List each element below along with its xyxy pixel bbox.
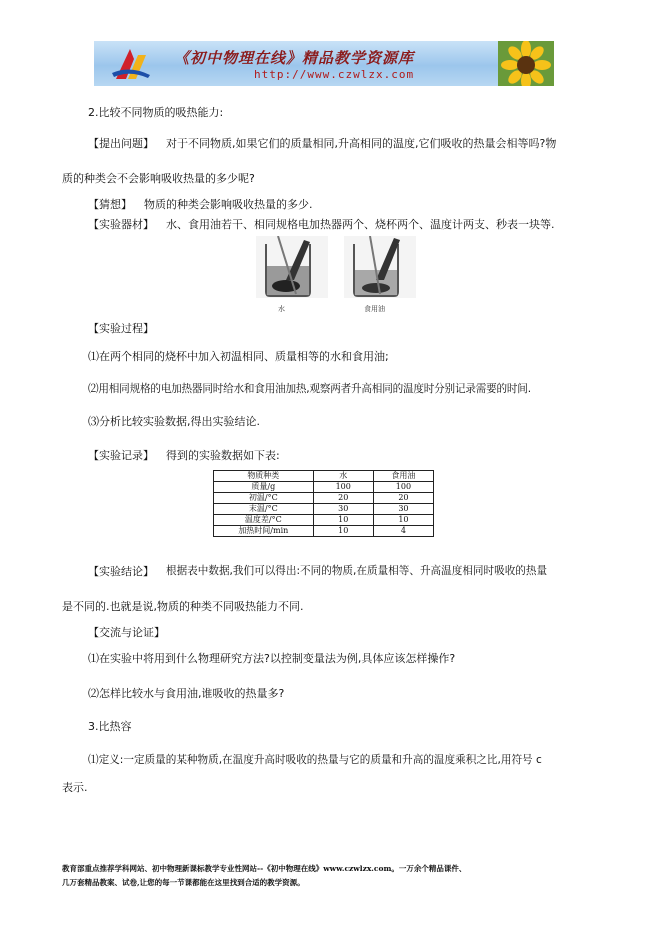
table-header-cell: 水 xyxy=(313,471,373,482)
table-cell: 20 xyxy=(373,493,433,504)
footer-line-1: 教育部重点推荐学科网站、初中物理新课标教学专业性网站--《初中物理在线》www.czwlzx.com。一万余个精品课件、 xyxy=(62,864,467,873)
oil-beaker-image xyxy=(344,236,416,298)
table-cell: 质量/g xyxy=(214,482,314,493)
footer-line-2: 几万套精品教案、试卷,让您的每一节课都能在这里找到合适的教学资源。 xyxy=(62,878,305,887)
table-cell: 10 xyxy=(313,515,373,526)
table-cell: 4 xyxy=(373,526,433,537)
definition-line2: 表示. xyxy=(62,781,88,794)
definition-line1: ⑴定义:一定质量的某种物质,在温度升高时吸收的热量与它的质量和升高的温度乘积之比,用符号 c xyxy=(88,754,542,766)
table-cell: 100 xyxy=(373,482,433,493)
section2-heading: 2.比较不同物质的吸热能力: xyxy=(88,106,224,119)
conclusion-label: 【实验结论】 xyxy=(88,565,154,578)
page-footer xyxy=(62,862,602,890)
table-cell: 20 xyxy=(313,493,373,504)
equipment-text: 水、食用油若干、相同规格电加热器两个、烧杯两个、温度计两支、秒表一块等. xyxy=(166,218,555,231)
sunflower-icon xyxy=(498,41,554,86)
record-text: 得到的实验数据如下表: xyxy=(166,449,280,462)
table-cell: 温度差/°C xyxy=(214,515,314,526)
table-cell: 初温/°C xyxy=(214,493,314,504)
data-table xyxy=(213,470,434,537)
table-cell: 30 xyxy=(313,504,373,515)
guess-label: 【猜想】 xyxy=(88,198,132,211)
table-cell: 加热时间/min xyxy=(214,526,314,537)
process-step-2: ⑵用相同规格的电加热器同时给水和食用油加热,观察两者升高相同的温度时分别记录需要的时间. xyxy=(88,383,531,395)
process-step-1: ⑴在两个相同的烧杯中加入初温相同、质量相等的水和食用油; xyxy=(88,350,389,363)
table-cell: 100 xyxy=(313,482,373,493)
record-label: 【实验记录】 xyxy=(88,449,154,462)
caption-oil: 食用油 xyxy=(364,305,385,313)
discussion-item-1: ⑴在实验中将用到什么物理研究方法?以控制变量法为例,具体应该怎样操作? xyxy=(88,652,456,665)
table-header-cell: 物质种类 xyxy=(214,471,314,482)
question-text-line2: 质的种类会不会影响吸收热量的多少呢? xyxy=(62,172,255,185)
equipment-label: 【实验器材】 xyxy=(88,218,154,231)
table-header-row xyxy=(214,471,434,482)
table-cell: 末温/°C xyxy=(214,504,314,515)
section3-heading: 3.比热容 xyxy=(88,720,132,733)
banner-url[interactable]: http://www.czwlzx.com xyxy=(254,68,415,81)
process-step-3: ⑶分析比较实验数据,得出实验结论. xyxy=(88,415,260,428)
table-row xyxy=(214,493,434,504)
conclusion-text-line2: 是不同的.也就是说,物质的种类不同吸热能力不同. xyxy=(62,600,304,613)
table-cell: 30 xyxy=(373,504,433,515)
table-header-cell: 食用油 xyxy=(373,471,433,482)
table-row xyxy=(214,526,434,537)
site-logo-icon xyxy=(108,45,152,83)
header-banner xyxy=(94,41,554,86)
discussion-item-2: ⑵怎样比较水与食用油,谁吸收的热量多? xyxy=(88,687,285,700)
question-label: 【提出问题】 xyxy=(88,137,154,150)
table-row xyxy=(214,515,434,526)
table-row xyxy=(214,482,434,493)
conclusion-text-line1: 根据表中数据,我们可以得出:不同的物质,在质量相等、升高温度相同时吸收的热量 xyxy=(166,565,548,577)
process-label: 【实验过程】 xyxy=(88,322,154,335)
banner-title: 《初中物理在线》精品教学资源库 xyxy=(174,49,415,67)
caption-water: 水 xyxy=(278,305,285,313)
table-row xyxy=(214,504,434,515)
guess-text: 物质的种类会影响吸收热量的多少. xyxy=(144,198,313,211)
table-cell: 10 xyxy=(313,526,373,537)
table-cell: 10 xyxy=(373,515,433,526)
question-text-line1: 对于不同物质,如果它们的质量相同,升高相同的温度,它们吸收的热量会相等吗?物 xyxy=(166,137,557,150)
discussion-label: 【交流与论证】 xyxy=(88,626,165,639)
water-beaker-image xyxy=(256,236,328,298)
